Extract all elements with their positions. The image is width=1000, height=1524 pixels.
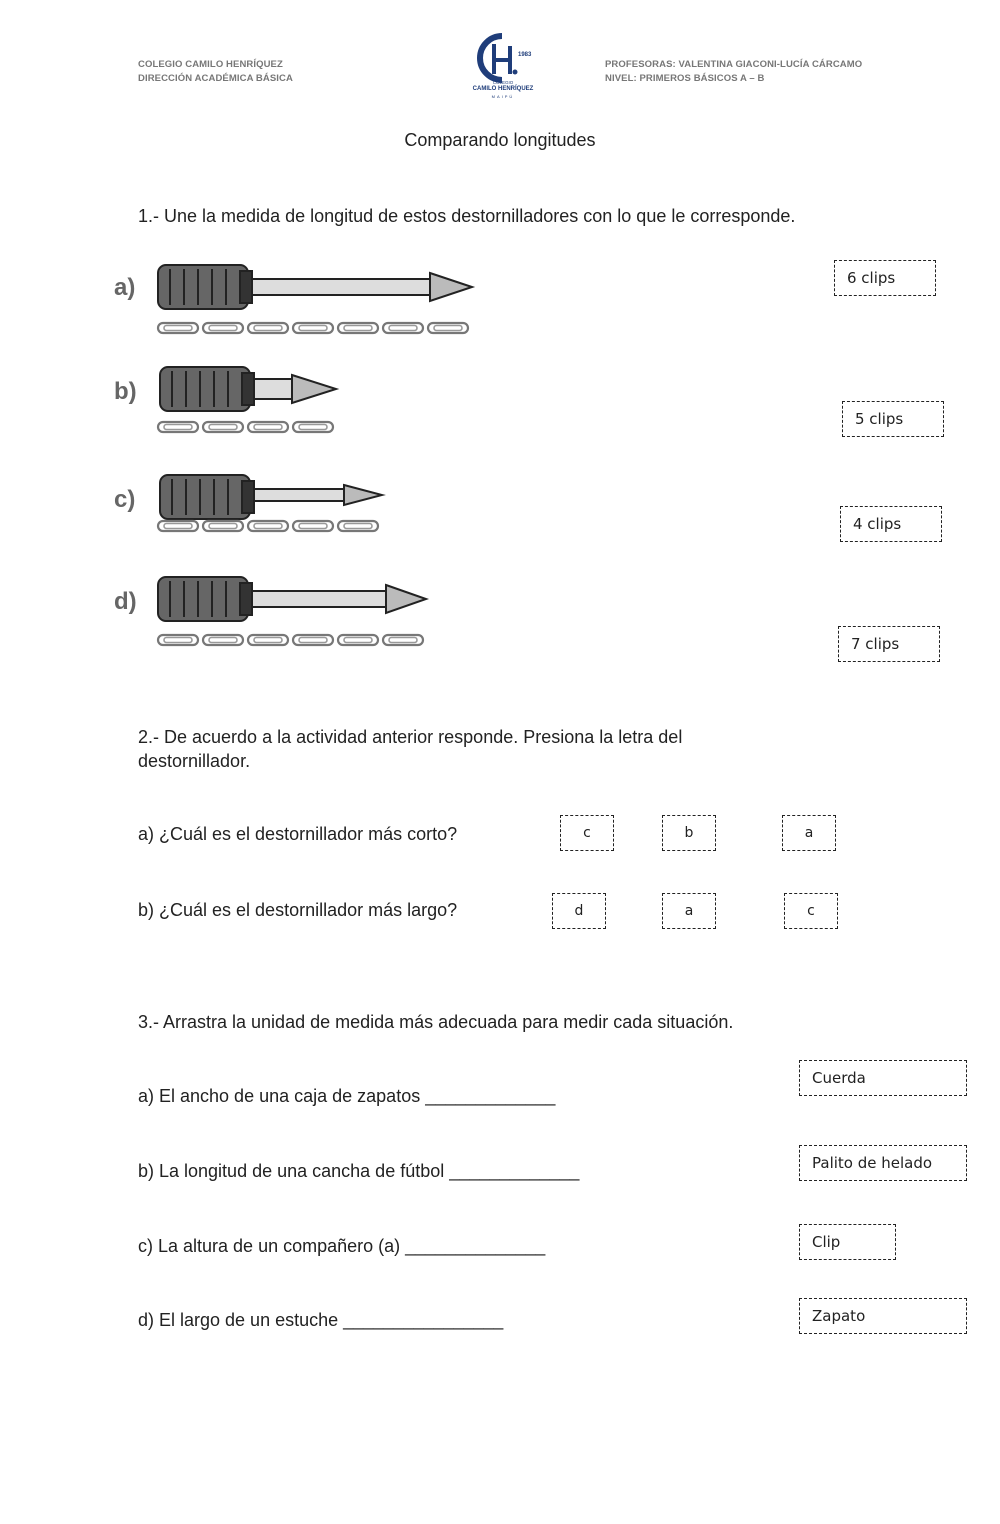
q2b-option-d[interactable]: d: [552, 893, 606, 929]
screwdriver-b: [160, 367, 336, 411]
school-name: COLEGIO CAMILO HENRÍQUEZ: [138, 59, 283, 70]
item-label-b: b): [114, 378, 137, 405]
q2b-option-c[interactable]: c: [784, 893, 838, 929]
item-label-d: d): [114, 588, 137, 615]
unit-option-clip[interactable]: Clip: [799, 1224, 896, 1260]
logo-year: 1983: [518, 52, 532, 58]
item-label-a: a): [114, 274, 136, 301]
teachers-line: PROFESORAS: VALENTINA GIACONI-LUCÍA CÁRCAMO: [605, 59, 863, 70]
unit-option-cuerda[interactable]: Cuerda: [799, 1060, 967, 1096]
header-left: [138, 58, 293, 86]
q3-prompt: 3.- Arrastra la unidad de medida más adecuada para medir cada situación.: [138, 1012, 734, 1032]
header-right: [605, 58, 862, 86]
q2b-text: b) ¿Cuál es el destornillador más largo?: [138, 900, 458, 920]
clips-d: [158, 635, 423, 645]
q2-prompt: 2.- De acuerdo a la actividad anterior responde. Presiona la letra del destornillador.: [138, 727, 683, 771]
q2b-option-a[interactable]: a: [662, 893, 716, 929]
q2a-option-b[interactable]: b: [662, 815, 716, 851]
screwdriver-c: [160, 475, 382, 519]
logo-name: CAMILO HENRÍQUEZ: [472, 86, 534, 92]
option-6-clips[interactable]: 6 clips: [834, 260, 936, 296]
option-4-clips[interactable]: 4 clips: [840, 506, 942, 542]
academic-direction: DIRECCIÓN ACADÉMICA BÁSICA: [138, 73, 293, 84]
q3a-text: a) El ancho de una caja de zapatos _____________: [138, 1086, 556, 1106]
page-title: Comparando longitudes: [404, 130, 596, 150]
clips-a: [158, 323, 468, 333]
q3b-text: b) La longitud de una cancha de fútbol _____________: [138, 1161, 580, 1181]
option-7-clips[interactable]: 7 clips: [838, 626, 940, 662]
screwdriver-a: [158, 265, 472, 309]
screwdrivers-illustration: [100, 245, 500, 665]
unit-option-zapato[interactable]: Zapato: [799, 1298, 967, 1334]
level-line: NIVEL: PRIMEROS BÁSICOS A – B: [605, 73, 765, 84]
clips-b: [158, 422, 333, 432]
logo-city: MAIPÚ: [491, 94, 515, 99]
q2a-option-a[interactable]: a: [782, 815, 836, 851]
screwdriver-d: [158, 577, 426, 621]
logo-small: COLEGIO: [492, 80, 514, 85]
q1-prompt: 1.- Une la medida de longitud de estos destornilladores con lo que le corresponde.: [138, 206, 796, 226]
q2a-option-c[interactable]: c: [560, 815, 614, 851]
option-5-clips[interactable]: 5 clips: [842, 401, 944, 437]
school-logo: [462, 30, 544, 102]
q2a-text: a) ¿Cuál es el destornillador más corto?: [138, 824, 458, 844]
q3d-text: d) El largo de un estuche ________________: [138, 1310, 504, 1330]
unit-option-palito[interactable]: Palito de helado: [799, 1145, 967, 1181]
clips-c: [158, 521, 378, 531]
q3c-text: c) La altura de un compañero (a) ______________: [138, 1236, 546, 1256]
item-label-c: c): [114, 486, 136, 513]
